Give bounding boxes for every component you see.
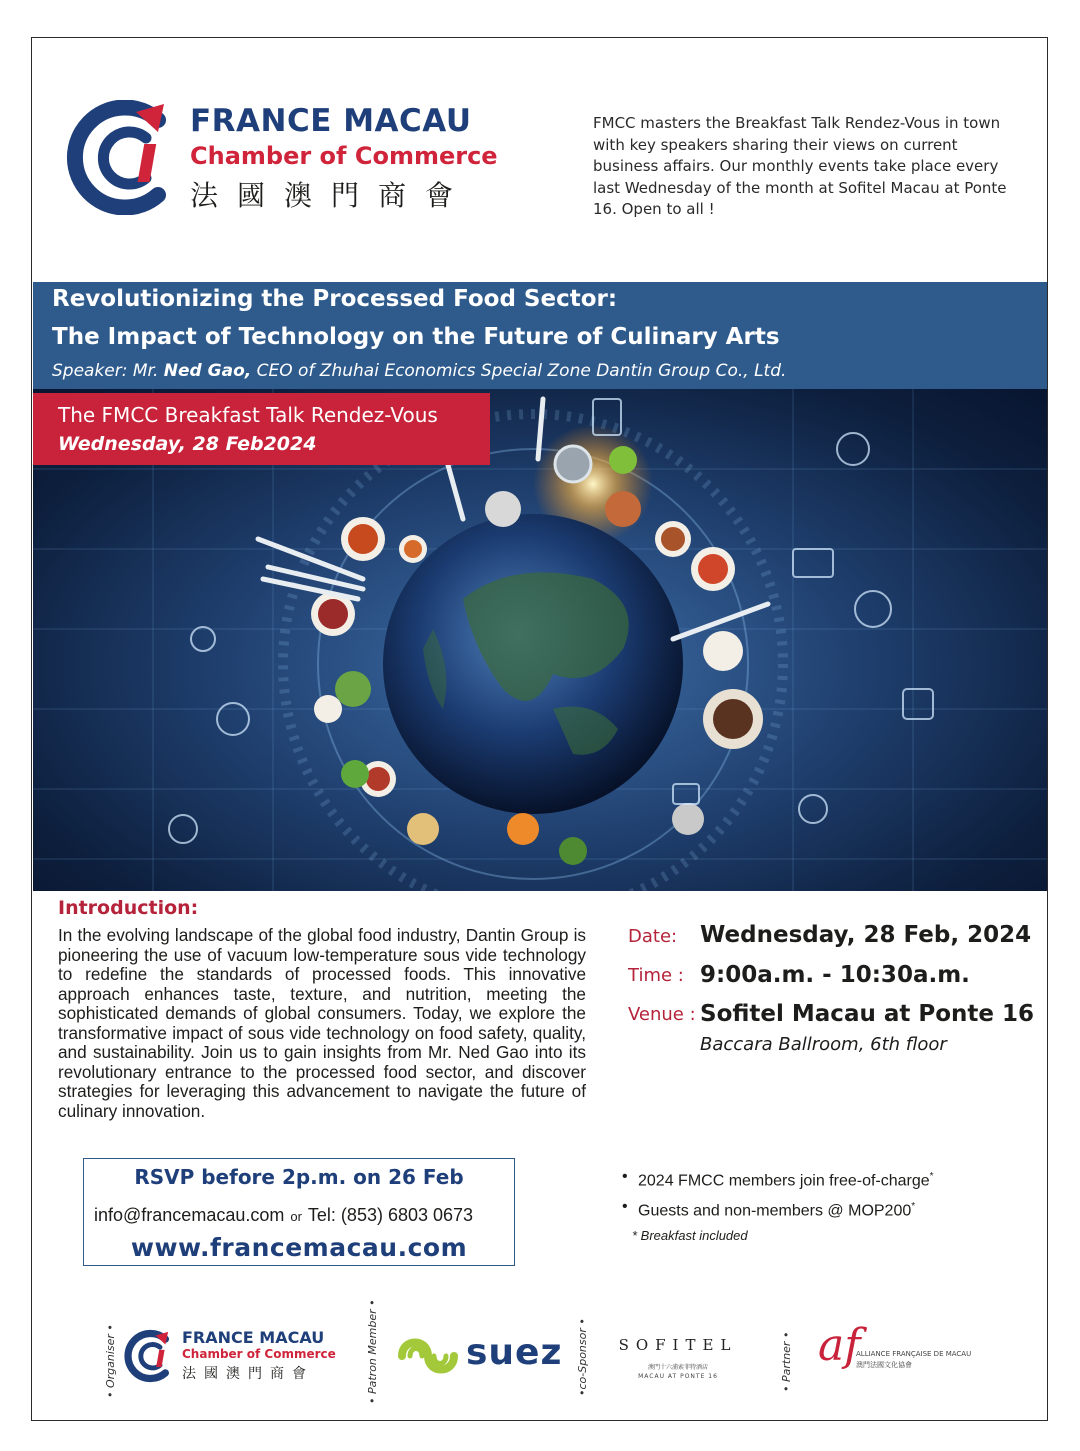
fee-guests-asterisk: * [911,1201,916,1213]
fmcc-logo [66,100,496,215]
fmcc-emblem-icon [66,100,186,215]
rsvp-email-link[interactable]: info@francemacau.com [94,1205,285,1225]
suez-swirl-icon [392,1330,464,1382]
alliance-francaise-logo [818,1320,988,1386]
fee-members-asterisk: * [929,1171,934,1182]
speaker-line [52,361,786,381]
venue-label: Venue : [628,1004,696,1025]
speaker-name: Ned Gao, [163,361,252,381]
fmcc-emblem-small-icon [124,1329,178,1383]
suez-wordmark: suez [466,1332,563,1373]
event-banner-name: The FMCC Breakfast Talk Rendez-Vous [58,403,438,427]
fee-members-text: 2024 FMCC members join free-of-charge [638,1172,930,1190]
speaker-prefix: Speaker: Mr. [52,361,164,381]
cosponsor-label: •co-Sponsor • [576,1318,589,1396]
patron-label: • Patron Member • [366,1299,379,1404]
organiser-name-zh: 法國澳門商會 [182,1366,314,1382]
fee-members [622,1164,934,1194]
title-band [33,282,1047,389]
fee-guests [622,1194,934,1224]
fee-guests-text: Guests and non-members @ MOP200 [638,1202,912,1220]
organiser-name-line2: Chamber of Commerce [182,1347,336,1361]
org-name-zh: 法國澳門商會 [190,179,473,212]
org-name-en-line1: FRANCE MACAU [190,103,472,139]
time-label: Time : [628,965,684,986]
fee-note: * Breakfast included [632,1227,748,1243]
af-name-fr: ALLIANCE FRANÇAISE DE MACAU [856,1350,972,1358]
rsvp-or: or [290,1209,302,1224]
venue-room: Baccara Ballroom, 6th floor [700,1034,947,1055]
talk-title-line2: The Impact of Technology on the Future of Culinary Arts [52,324,780,350]
introduction-text: In the evolving landscape of the global food industry, Dantin Group is pioneering the use of vacuum low-temperature sous vide technology to redefine the standards of processed foods. This innovative approach enhances taste, texture, and nutrition, meeting the sophisticated demands of global consumers. Today, we explore the transformative impact of sous vide technology on food safety, quality, and sustainability. Join us to gain insights from Mr. Ned Gao into its revolutionary entrance to the processed food sector, and discover strategies for leveraging this advancement to navigate the future of culinary innovation. [58,925,586,1121]
rsvp-contact [94,1205,473,1226]
venue-value: Sofitel Macau at Ponte 16 [700,1001,1035,1027]
sofitel-sub: MACAU AT PONTE 16 [638,1373,718,1380]
organiser-label: • Organiser • [104,1324,117,1398]
event-banner [33,393,490,465]
date-label: Date: [628,926,678,947]
website-link[interactable]: www.francemacau.com [130,1233,468,1262]
talk-title-line1: Revolutionizing the Processed Food Sector: [52,286,618,312]
date-value: Wednesday, 28 Feb, 2024 [700,922,1032,948]
partner-label: • Partner • [780,1331,793,1392]
rsvp-heading: RSVP before 2p.m. on 26 Feb [134,1165,464,1189]
speaker-title: CEO of Zhuhai Economics Special Zone Dantin Group Co., Ltd. [251,361,787,381]
af-name-zh: 澳門法國文化協會 [856,1361,912,1369]
fees-list [622,1164,934,1247]
organiser-logo [124,1327,344,1387]
rsvp-phone[interactable]: Tel: (853) 6803 0673 [307,1205,474,1225]
introduction-heading: Introduction: [58,897,199,919]
org-name-en-line2: Chamber of Commerce [190,142,498,170]
organiser-name-line1: FRANCE MACAU [182,1328,325,1347]
intro-blurb: FMCC masters the Breakfast Talk Rendez-Vous in town with key speakers sharing their views on current business affairs. Our monthly events take place every last Wednesday of the month at Sofitel Macau at Ponte 16. Open to all ! [593,114,1007,218]
sofitel-zh: 澳門十六浦索菲特酒店 [647,1364,708,1371]
rsvp-box [83,1158,515,1266]
time-value: 9:00a.m. - 10:30a.m. [700,962,970,988]
event-banner-date: Wednesday, 28 Feb2024 [58,433,317,455]
suez-logo [392,1328,562,1388]
sofitel-wordmark: SOFITEL [618,1336,738,1354]
af-mark: af [818,1320,861,1371]
sofitel-logo [608,1336,748,1380]
